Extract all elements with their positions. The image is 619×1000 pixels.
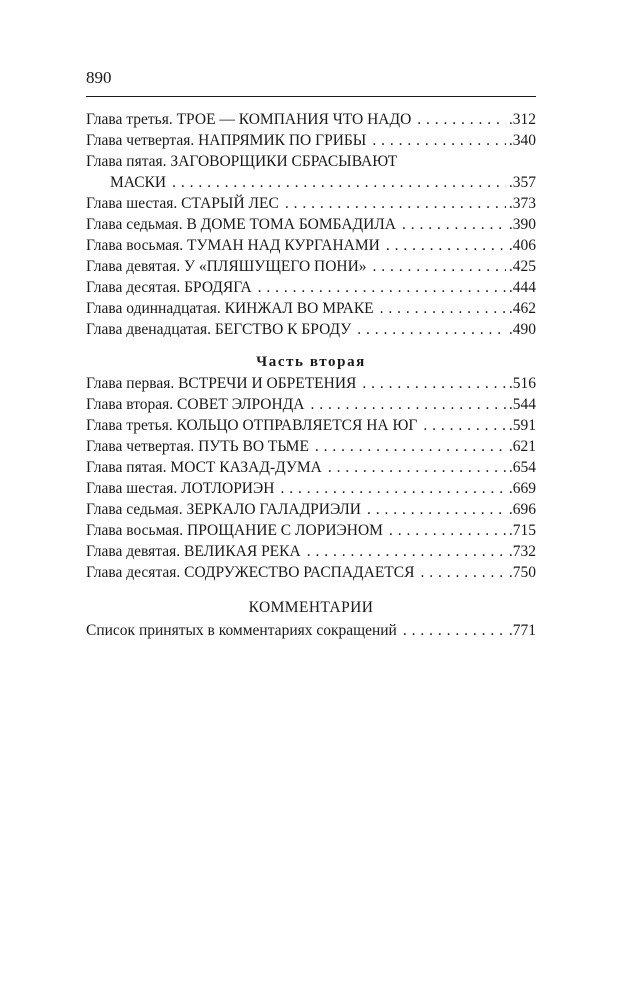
toc-entry[interactable] xyxy=(86,620,536,641)
toc-entry[interactable] xyxy=(86,436,536,457)
toc-entry[interactable] xyxy=(86,109,536,130)
dot-leader xyxy=(417,109,506,130)
toc-entry[interactable] xyxy=(86,520,536,541)
toc-entry-page: .490 xyxy=(508,321,536,338)
toc-entry[interactable] xyxy=(86,457,536,478)
toc-entry-title: Глава девятая. У «ПЛЯШУЩЕГО ПОНИ» xyxy=(86,258,367,275)
toc-entry-title-line1[interactable]: Глава пятая. ЗАГОВОРЩИКИ СБРАСЫВАЮТ xyxy=(86,153,398,170)
section-heading-commentary: КОММЕНТАРИИ xyxy=(248,599,374,616)
toc-entry-page: .406 xyxy=(508,237,536,254)
dot-leader xyxy=(403,620,506,641)
toc-entry-page: .669 xyxy=(508,480,536,497)
toc-entry[interactable] xyxy=(86,256,536,277)
dot-leader xyxy=(285,193,506,214)
dot-leader xyxy=(328,457,506,478)
dot-leader xyxy=(367,499,506,520)
toc-entry-title: Глава шестая. СТАРЫЙ ЛЕС xyxy=(86,195,279,212)
toc-entry-page: .591 xyxy=(508,417,536,434)
toc-entry[interactable] xyxy=(86,541,536,562)
toc-entry[interactable] xyxy=(86,277,536,298)
dot-leader xyxy=(280,478,505,499)
toc-entry-title: Глава двенадцатая. БЕГСТВО К БРОДУ xyxy=(86,321,352,338)
toc-entry-page: .621 xyxy=(508,438,536,455)
toc-entry-title: Глава первая. ВСТРЕЧИ И ОБРЕТЕНИЯ xyxy=(86,375,357,392)
toc-entry[interactable] xyxy=(86,319,536,340)
toc-entry[interactable] xyxy=(86,130,536,151)
toc-entry[interactable] xyxy=(86,235,536,256)
toc-entry[interactable] xyxy=(86,415,536,436)
toc-commentary xyxy=(86,620,536,641)
toc-entry-page: .750 xyxy=(508,564,536,581)
toc-entry-page: .312 xyxy=(508,111,536,128)
toc-entry-title: Глава третья. ТРОЕ — КОМПАНИЯ ЧТО НАДО xyxy=(86,111,412,128)
toc-entry-title: Глава девятая. ВЕЛИКАЯ РЕКА xyxy=(86,543,301,560)
toc-entry-title: Глава третья. КОЛЬЦО ОТПРАВЛЯЕТСЯ НА ЮГ xyxy=(86,417,418,434)
toc-entry-page: .340 xyxy=(508,132,536,149)
dot-leader xyxy=(372,130,506,151)
toc-entry-page: .444 xyxy=(508,279,536,296)
toc-entry[interactable] xyxy=(86,193,536,214)
page-number: 890 xyxy=(86,68,112,87)
toc-part-two xyxy=(86,373,536,583)
dot-leader xyxy=(172,172,506,193)
toc-entry-page: .544 xyxy=(508,396,536,413)
toc-entry-title: Глава восьмая. ПРОЩАНИЕ С ЛОРИЭНОМ xyxy=(86,522,383,539)
toc-entry-title: Глава десятая. БРОДЯГА xyxy=(86,279,252,296)
toc-entry-page: .654 xyxy=(508,459,536,476)
dot-leader xyxy=(258,277,506,298)
toc-entry[interactable] xyxy=(86,499,536,520)
toc-entry-page: .732 xyxy=(508,543,536,560)
toc-entry[interactable] xyxy=(86,298,536,319)
dot-leader xyxy=(315,436,506,457)
dot-leader xyxy=(307,541,506,562)
dot-leader xyxy=(423,415,506,436)
toc-entry-page: .357 xyxy=(508,174,536,191)
toc-entry-title: Глава пятая. МОСТ КАЗАД-ДУМА xyxy=(86,459,322,476)
dot-leader xyxy=(389,520,506,541)
toc-entry[interactable] xyxy=(86,373,536,394)
dot-leader xyxy=(373,256,506,277)
header-rule xyxy=(86,96,536,97)
toc-entry-title: Глава восьмая. ТУМАН НАД КУРГАНАМИ xyxy=(86,237,380,254)
toc-entry[interactable] xyxy=(86,562,536,583)
dot-leader xyxy=(362,373,506,394)
section-heading-part-two: Часть вторая xyxy=(256,354,366,370)
toc-entry-page: .715 xyxy=(508,522,536,539)
dot-leader xyxy=(357,319,506,340)
toc-entry-title: Глава седьмая. ЗЕРКАЛО ГАЛАДРИЭЛИ xyxy=(86,501,361,518)
toc-entry-title: Глава четвертая. ПУТЬ ВО ТЬМЕ xyxy=(86,438,309,455)
dot-leader xyxy=(420,562,505,583)
toc-entry-title: Глава десятая. СОДРУЖЕСТВО РАСПАДАЕТСЯ xyxy=(86,564,415,581)
toc-part-one xyxy=(86,109,536,340)
toc-entry-title: Глава вторая. СОВЕТ ЭЛРОНДА xyxy=(86,396,305,413)
toc-entry-page: .516 xyxy=(508,375,536,392)
toc-entry-title: Глава седьмая. В ДОМЕ ТОМА БОМБАДИЛА xyxy=(86,216,396,233)
dot-leader xyxy=(386,235,506,256)
toc-entry[interactable] xyxy=(86,478,536,499)
dot-leader xyxy=(402,214,506,235)
toc-entry-title: Глава шестая. ЛОТЛОРИЭН xyxy=(86,480,275,497)
toc-entry-page: .390 xyxy=(508,216,536,233)
toc-entry-page: .425 xyxy=(508,258,536,275)
toc-entry-title: Список принятых в комментариях сокращений xyxy=(86,622,397,639)
toc-entry-title: Глава одиннадцатая. КИНЖАЛ ВО МРАКЕ xyxy=(86,300,374,317)
toc-entry-page: .373 xyxy=(508,195,536,212)
dot-leader xyxy=(310,394,505,415)
toc-entry-title: Глава четвертая. НАПРЯМИК ПО ГРИБЫ xyxy=(86,132,367,149)
dot-leader xyxy=(380,298,506,319)
toc-entry-page: .771 xyxy=(508,622,536,639)
toc-entry[interactable] xyxy=(86,394,536,415)
toc-entry[interactable] xyxy=(86,172,536,193)
toc-entry[interactable] xyxy=(86,214,536,235)
toc-entry-title-line2: МАСКИ xyxy=(110,174,167,191)
toc-entry-page: .696 xyxy=(508,501,536,518)
toc-entry-page: .462 xyxy=(508,300,536,317)
